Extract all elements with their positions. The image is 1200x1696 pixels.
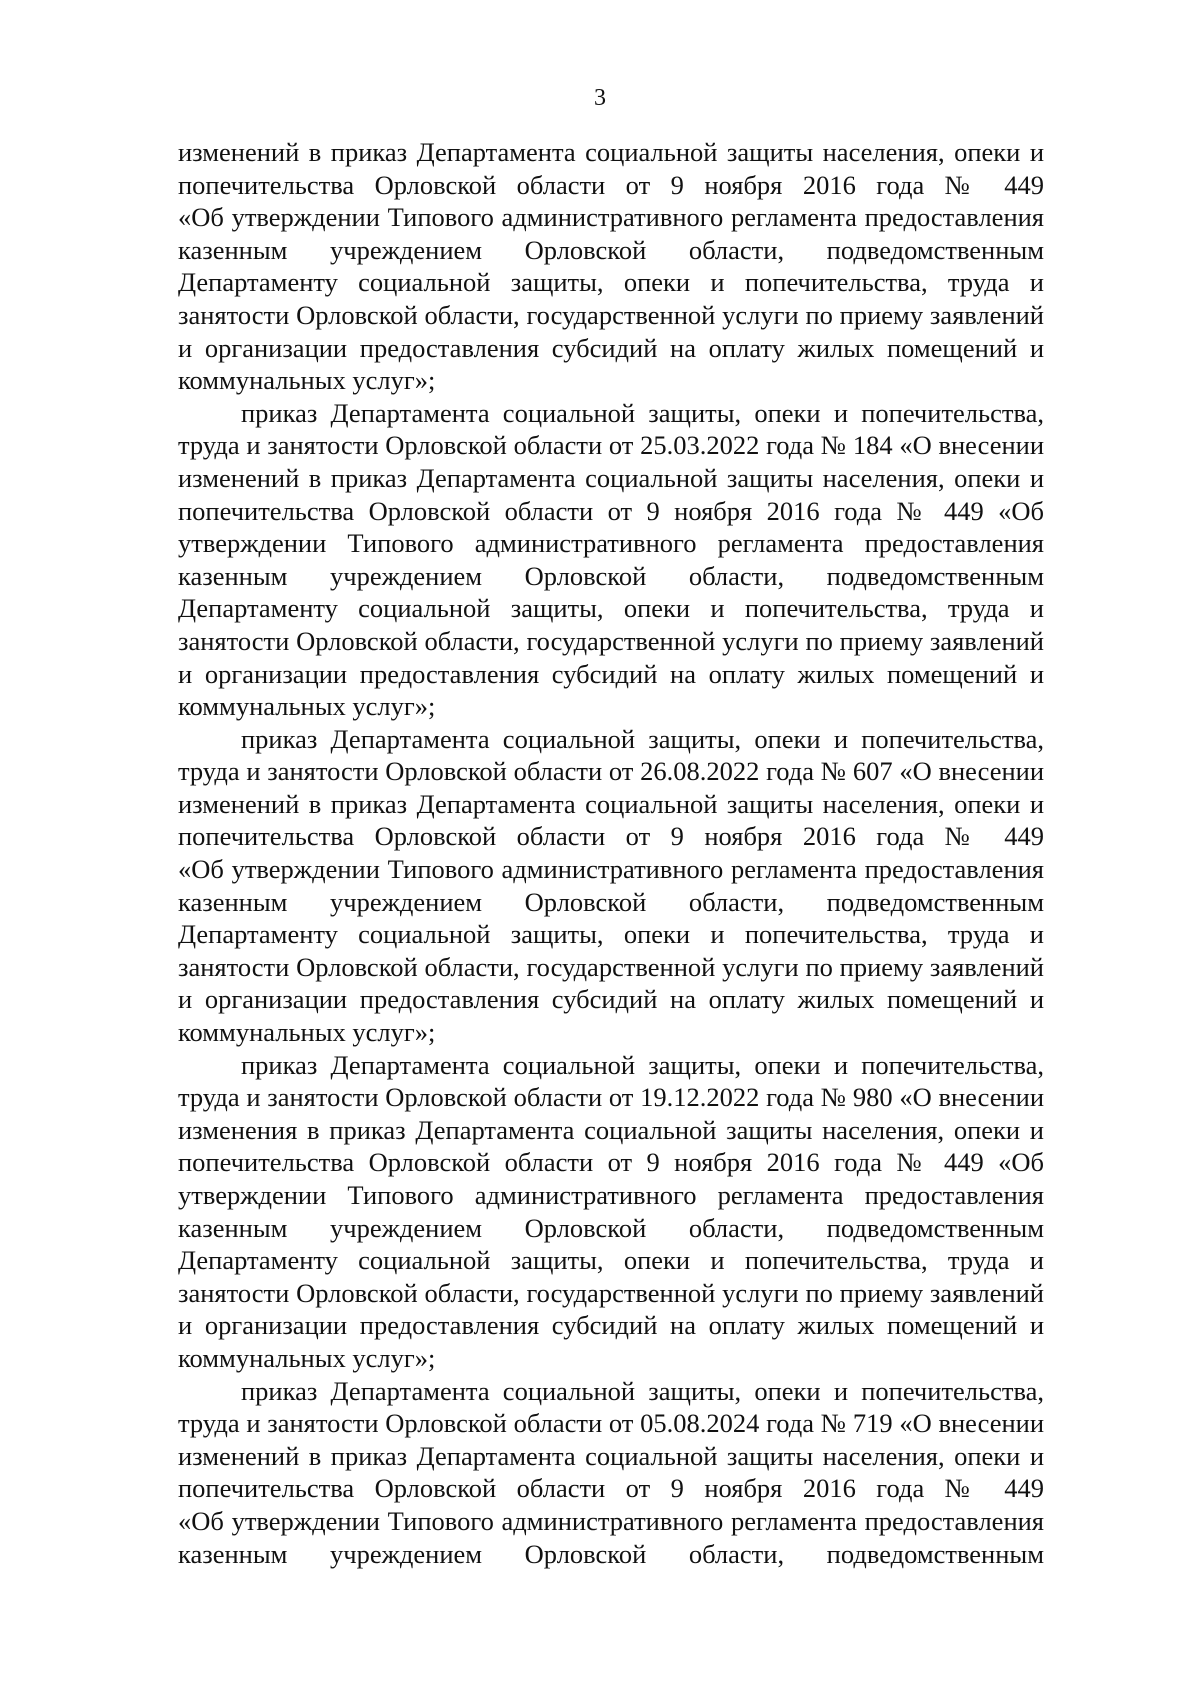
text-line: занятости Орловской области, государственной услуги по приему заявлений — [178, 951, 1044, 982]
text-line: приказ Департамента социальной защиты, опеки и попечительства, — [241, 1375, 1044, 1406]
text-line: попечительства Орловской области от 9 ноября 2016 года № 449 «Об — [178, 1147, 1044, 1178]
text-line: коммунальных услуг»; — [178, 365, 436, 396]
text-line: труда и занятости Орловской области от 05.08.2024 года № 719 «О внесении — [178, 1408, 1044, 1439]
text-line: труда и занятости Орловской области от 19.12.2022 года № 980 «О внесении — [178, 1082, 1044, 1113]
text-line: коммунальных услуг»; — [178, 691, 436, 722]
text-line: коммунальных услуг»; — [178, 1342, 436, 1373]
text-line: изменения в приказ Департамента социальной защиты населения, опеки и — [178, 1114, 1044, 1145]
text-line: приказ Департамента социальной защиты, опеки и попечительства, — [241, 723, 1044, 754]
paragraph-continuation — [178, 136, 1044, 397]
text-line: «Об утверждении Типового административного регламента предоставления — [178, 1505, 1044, 1536]
text-line: казенным учреждением Орловской области, подведомственным — [178, 234, 1044, 265]
text-line: утверждении Типового административного регламента предоставления — [178, 1180, 1044, 1210]
paragraph-order-184 — [178, 397, 1044, 723]
text-line: Департаменту социальной защиты, опеки и попечительства, труда и — [178, 919, 1044, 950]
document-body — [178, 136, 1044, 1570]
text-line: «Об утверждении Типового административного регламента предоставления — [178, 854, 1044, 885]
text-line: попечительства Орловской области от 9 ноября 2016 года № 449 — [178, 169, 1044, 200]
text-line: труда и занятости Орловской области от 25.03.2022 года № 184 «О внесении — [178, 430, 1044, 461]
text-line: приказ Департамента социальной защиты, опеки и попечительства, — [241, 1049, 1044, 1080]
text-line: занятости Орловской области, государственной услуги по приему заявлений — [178, 299, 1044, 330]
text-line: изменений в приказ Департамента социальной защиты населения, опеки и — [178, 137, 1044, 167]
text-line: «Об утверждении Типового административного регламента предоставления — [178, 202, 1044, 233]
text-line: казенным учреждением Орловской области, подведомственным — [178, 560, 1044, 591]
text-line: и организации предоставления субсидий на оплату жилых помещений и — [178, 1310, 1044, 1341]
text-line: казенным учреждением Орловской области, подведомственным — [178, 1212, 1044, 1243]
text-line: коммунальных услуг»; — [178, 1017, 436, 1048]
text-line: и организации предоставления субсидий на оплату жилых помещений и — [178, 332, 1044, 363]
text-line: приказ Департамента социальной защиты, опеки и попечительства, — [241, 397, 1044, 428]
paragraph-order-719 — [178, 1375, 1044, 1571]
text-line: изменений в приказ Департамента социальной защиты населения, опеки и — [178, 788, 1044, 819]
text-line: изменений в приказ Департамента социальной защиты населения, опеки и — [178, 462, 1044, 493]
text-line: казенным учреждением Орловской области, подведомственным — [178, 886, 1044, 917]
text-line: утверждении Типового административного регламента предоставления — [178, 528, 1044, 559]
text-line: занятости Орловской области, государственной услуги по приему заявлений — [178, 1277, 1044, 1308]
text-line: и организации предоставления субсидий на оплату жилых помещений и — [178, 658, 1044, 689]
text-line: попечительства Орловской области от 9 ноября 2016 года № 449 — [178, 1473, 1044, 1504]
text-line: Департаменту социальной защиты, опеки и попечительства, труда и — [178, 267, 1044, 298]
text-line: занятости Орловской области, государственной услуги по приему заявлений — [178, 625, 1044, 656]
text-line: попечительства Орловской области от 9 ноября 2016 года № 449 — [178, 821, 1044, 852]
text-line: казенным учреждением Орловской области, подведомственным — [178, 1538, 1044, 1569]
text-line: попечительства Орловской области от 9 ноября 2016 года № 449 «Об — [178, 495, 1044, 526]
text-line: Департаменту социальной защиты, опеки и попечительства, труда и — [178, 593, 1044, 624]
paragraph-order-980 — [178, 1049, 1044, 1375]
text-line: Департаменту социальной защиты, опеки и попечительства, труда и — [178, 1245, 1044, 1276]
text-line: изменений в приказ Департамента социальной защиты населения, опеки и — [178, 1440, 1044, 1471]
paragraph-order-607 — [178, 723, 1044, 1049]
text-line: труда и занятости Орловской области от 26.08.2022 года № 607 «О внесении — [178, 756, 1044, 787]
text-line: и организации предоставления субсидий на оплату жилых помещений и — [178, 984, 1044, 1015]
page-number: 3 — [594, 85, 606, 111]
